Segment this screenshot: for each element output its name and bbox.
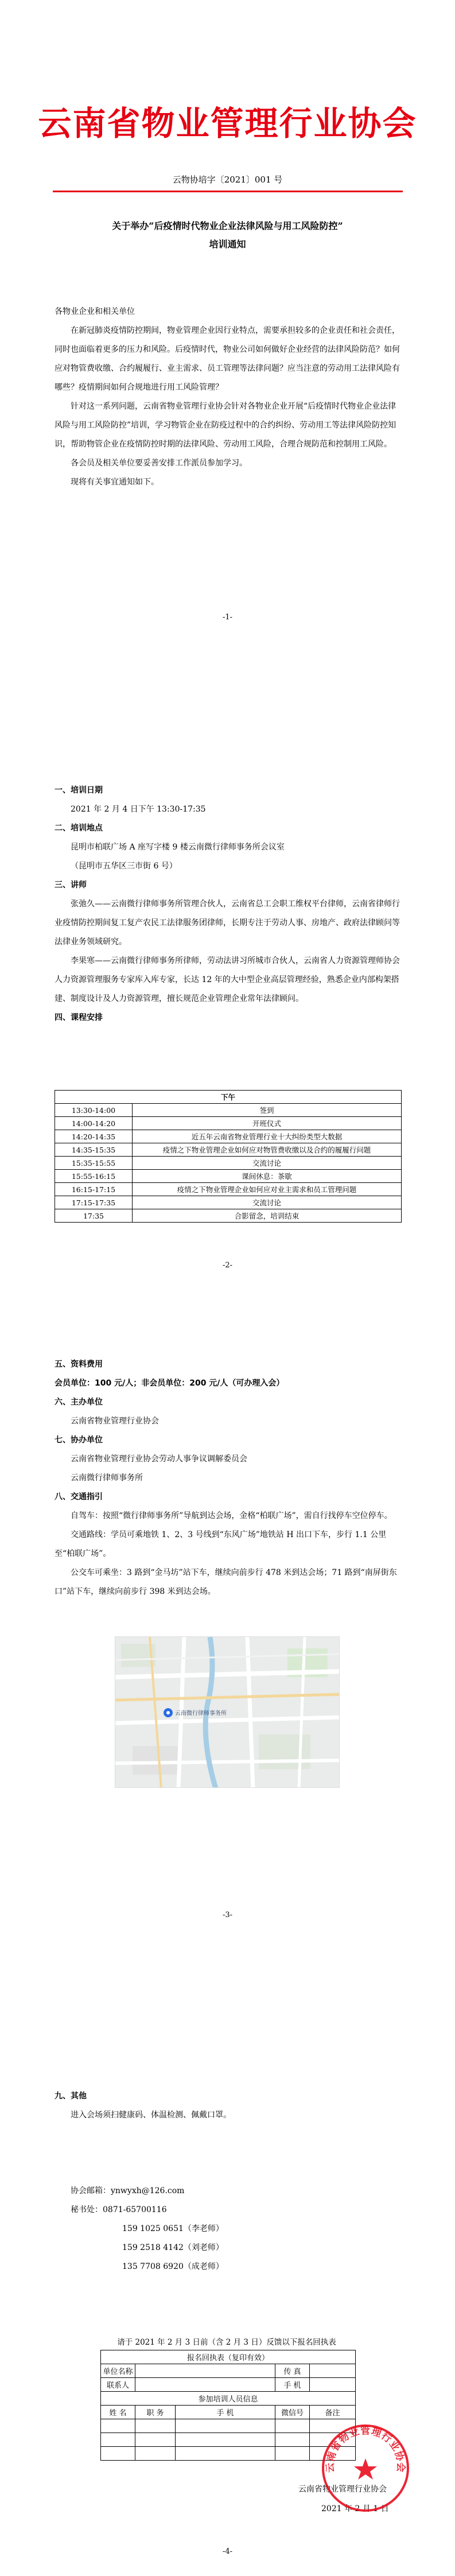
- form-cell[interactable]: [101, 2419, 135, 2433]
- directions-driving: 自驾车：按照“微行律师事务所”导航到达会场，金格“柏联广场”，需自行找停车空位停车。: [71, 1511, 392, 1520]
- mobile-field[interactable]: [310, 2378, 356, 2392]
- schedule-item: 疫情之下物业管理企业如何应对业主需求和员工管理问题: [133, 1183, 402, 1196]
- section-heading: 九、其他: [55, 2092, 87, 2101]
- phone-item: 135 7708 6920（成老师）: [122, 2262, 224, 2271]
- column-header: 备注: [310, 2406, 356, 2419]
- schedule-header: 下午: [55, 1091, 402, 1104]
- deadline-note: 请于 2021 年 2 月 3 日前（含 2 月 3 日）反馈以下报名回执表: [117, 2338, 336, 2347]
- schedule-row: [55, 1157, 402, 1170]
- unit-name-field[interactable]: [135, 2364, 275, 2378]
- training-address: 昆明市柏联广场 A 座写字楼 9 楼云南微行律师事务所会议室: [71, 843, 285, 852]
- form-cell[interactable]: [135, 2433, 176, 2447]
- schedule-row: [55, 1104, 402, 1117]
- form-label: 手 机: [275, 2378, 310, 2392]
- organizer: 云南省物业管理行业协会: [71, 1417, 159, 1426]
- phone-item: 159 2518 4142（刘老师）: [122, 2243, 224, 2252]
- column-header: 微信号: [275, 2406, 310, 2419]
- schedule-time: 13:30-14:00: [55, 1104, 133, 1117]
- page-number: -2-: [222, 1261, 233, 1270]
- red-divider: [53, 191, 403, 192]
- column-header: 手 机: [176, 2406, 275, 2419]
- schedule-time: 14:20-14:35: [55, 1130, 133, 1143]
- lecturer-bio: 李果寒——云南微行律师事务所律师，劳动法讲习所城市合伙人，云南省人力资源管理师协会人力资源管理服务专家库入库专家，长达 12 年的大中型企业高层管理经验，熟悉企业内部构架搭建、制度设计及人力资源管理，擅长规范企业管理企业常年法律顾问。: [55, 956, 400, 1003]
- schedule-time: 15:35-15:55: [55, 1157, 133, 1170]
- schedule-time: 15:55-16:15: [55, 1170, 133, 1183]
- paragraph: 针对这一系列问题，云南省物业管理行业协会针对各物业企业开展“后疫情时代物业企业法律风险与用工风险防控”培训，学习物管企业在防疫过程中的合约纠纷、劳动用工等法律风险防控知识，帮助物管企业在疫情防控时期的法律风险、劳动用工风险，合理合规防范和控制用工风险。: [55, 402, 396, 449]
- schedule-row: [55, 1196, 402, 1209]
- document-number: 云物协培字〔2021〕001 号: [172, 174, 283, 185]
- paragraph: 在新冠肺炎疫情防控期间，物业管理企业因行业特点，需要承担较多的企业责任和社会责任，同时也面临着更多的压力和风险。后疫情时代，物业公司如何做好企业经营的法律风险防范？如何应对物管费收缴、合约履履行、业主需求、员工管理等法律问题？应当注意的劳动用工法律风险有哪些？疫情期间如何合规地进行用工风险管理？: [55, 326, 400, 392]
- schedule-item: 课间休息：茶歇: [133, 1170, 402, 1183]
- fax-field[interactable]: [310, 2364, 356, 2378]
- registration-form: [100, 2350, 356, 2461]
- schedule-table: [55, 1090, 402, 1223]
- official-seal: [320, 2423, 411, 2513]
- section-logistics: [55, 1355, 402, 1601]
- form-cell[interactable]: [176, 2447, 275, 2461]
- schedule-time: 17:35: [55, 1209, 133, 1223]
- schedule-time: 14:35-15:35: [55, 1143, 133, 1157]
- page-number: -4-: [222, 2547, 233, 2556]
- section-heading: 二、培训地点: [55, 824, 103, 833]
- training-date: 2021 年 2 月 4 日下午 13:30-17:35: [71, 805, 206, 814]
- schedule-row: [55, 1117, 402, 1130]
- contact-info: [55, 2182, 402, 2276]
- section-heading: 八、交通指引: [55, 1492, 103, 1502]
- form-label: 联系人: [101, 2378, 135, 2392]
- entry-requirements: 进入会场须扫健康码、体温检测、佩戴口罩。: [71, 2111, 231, 2120]
- form-subtitle: 参加培训人员信息: [101, 2392, 356, 2406]
- form-cell[interactable]: [135, 2447, 176, 2461]
- schedule-item: 签到: [133, 1104, 402, 1117]
- schedule-time: 14:00-14:20: [55, 1117, 133, 1130]
- schedule-item: 近五年云南省物业管理行业十大纠纷类型大数据: [133, 1130, 402, 1143]
- schedule-row: [55, 1170, 402, 1183]
- schedule-item: 疫情之下物业管理企业如何应对物管费收缴以及合约的履履行问题: [133, 1143, 402, 1157]
- schedule-time: 17:15-17:35: [55, 1196, 133, 1209]
- form-label: 单位名称: [101, 2364, 135, 2378]
- schedule-item: 开班仪式: [133, 1117, 402, 1130]
- schedule-row: [55, 1143, 402, 1157]
- page-2: [0, 646, 455, 1292]
- fee-text: 会员单位：100 元/人；非会员单位：200 元/人（可办理入会）: [55, 1379, 285, 1388]
- directions-metro: 交通路线：学员可乘地铁 1、2、3 号线到“东风广场”地铁站 H 出口下车，步行 1.1 公里至“柏联广场”。: [55, 1530, 387, 1558]
- schedule-time: 16:15-17:15: [55, 1183, 133, 1196]
- schedule-item: 交流讨论: [133, 1157, 402, 1170]
- contact-field[interactable]: [135, 2378, 275, 2392]
- form-cell[interactable]: [101, 2447, 135, 2461]
- page-3: [0, 1292, 455, 1938]
- page-1: [0, 0, 455, 646]
- title-line-1: 关于举办“后疫情时代物业企业法律风险与用工风险防控”: [112, 220, 343, 231]
- signature-org: 云南省物业管理行业协会: [298, 2485, 387, 2494]
- form-title: 报名回执表（复印有效）: [101, 2350, 356, 2364]
- secretariat-phone: 秘书处：0871-65700116: [71, 2205, 167, 2214]
- schedule-row: [55, 1130, 402, 1143]
- notice-title: [0, 217, 455, 254]
- signature-date: 2021 年 2 月 1 日: [321, 2504, 389, 2513]
- association-email: 协会邮箱：ynwyxh@126.com: [71, 2186, 185, 2195]
- form-cell[interactable]: [135, 2419, 176, 2433]
- form-label: 传 真: [275, 2364, 310, 2378]
- training-address-detail: （昆明市五华区三市街 6 号）: [71, 862, 177, 871]
- section-training-info: [55, 781, 402, 1027]
- column-header: 姓 名: [101, 2406, 135, 2419]
- lecturer-bio: 张弛久——云南微行律师事务所管理合伙人，云南省总工会职工维权平台律师，云南省律师行业疫情防控期间复工复产农民工法律服务团律师，长期专注于劳动人事、房地产、政府法律顾问等法律业务领域研究。: [55, 899, 400, 946]
- page-number: -3-: [222, 1911, 233, 1919]
- map-graphic: [115, 1637, 340, 1788]
- form-cell[interactable]: [275, 2433, 310, 2447]
- paragraph: 各会员及相关单位要妥善安排工作派员参加学习。: [71, 459, 247, 468]
- form-cell[interactable]: [275, 2419, 310, 2433]
- page-number: -1-: [222, 613, 233, 622]
- schedule-item: 交流讨论: [133, 1196, 402, 1209]
- notice-body: [55, 302, 402, 492]
- section-heading: 一、培训日期: [55, 786, 103, 795]
- schedule-row: [55, 1209, 402, 1223]
- form-cell[interactable]: [101, 2433, 135, 2447]
- title-line-2: 培训通知: [209, 239, 246, 250]
- masthead: 云南省物业管理行业协会: [38, 104, 417, 143]
- co-organizer: 云南省物业管理行业协会劳动人事争议调解委员会: [71, 1454, 247, 1464]
- section-heading: 六、主办单位: [55, 1398, 103, 1407]
- map-pin-label: 云南微行律师事务所: [175, 1710, 227, 1717]
- page-4: [0, 1938, 455, 2576]
- schedule-item: 合影留念，培训结束: [133, 1209, 402, 1223]
- seal-text: 云南省物业管理行业协会: [324, 2425, 407, 2473]
- fee-info: [55, 1374, 402, 1393]
- section-heading: 七、协办单位: [55, 1436, 103, 1445]
- co-organizer: 云南微行律师事务所: [71, 1473, 143, 1483]
- phone-item: 159 1025 0651（李老师）: [122, 2224, 224, 2233]
- form-cell[interactable]: [176, 2419, 275, 2433]
- location-map[interactable]: [115, 1636, 340, 1788]
- salutation: 各物业企业和相关单位: [55, 307, 135, 316]
- column-header: 职 务: [135, 2406, 176, 2419]
- schedule-row: [55, 1183, 402, 1196]
- section-heading: 五、资料费用: [55, 1360, 103, 1369]
- paragraph: 现将有关事宜通知如下。: [71, 478, 159, 487]
- section-heading: 四、课程安排: [55, 1013, 103, 1022]
- form-cell[interactable]: [275, 2447, 310, 2461]
- section-heading: 三、讲师: [55, 880, 87, 890]
- section-other: [55, 2087, 402, 2125]
- directions-bus: 公交车可乘坐：3 路到“金马坊”站下车，继续向前步行 478 米到达会场；71 路到“南屏街东口”站下车，继续向前步行 398 米到达会场。: [55, 1568, 397, 1596]
- form-cell[interactable]: [176, 2433, 275, 2447]
